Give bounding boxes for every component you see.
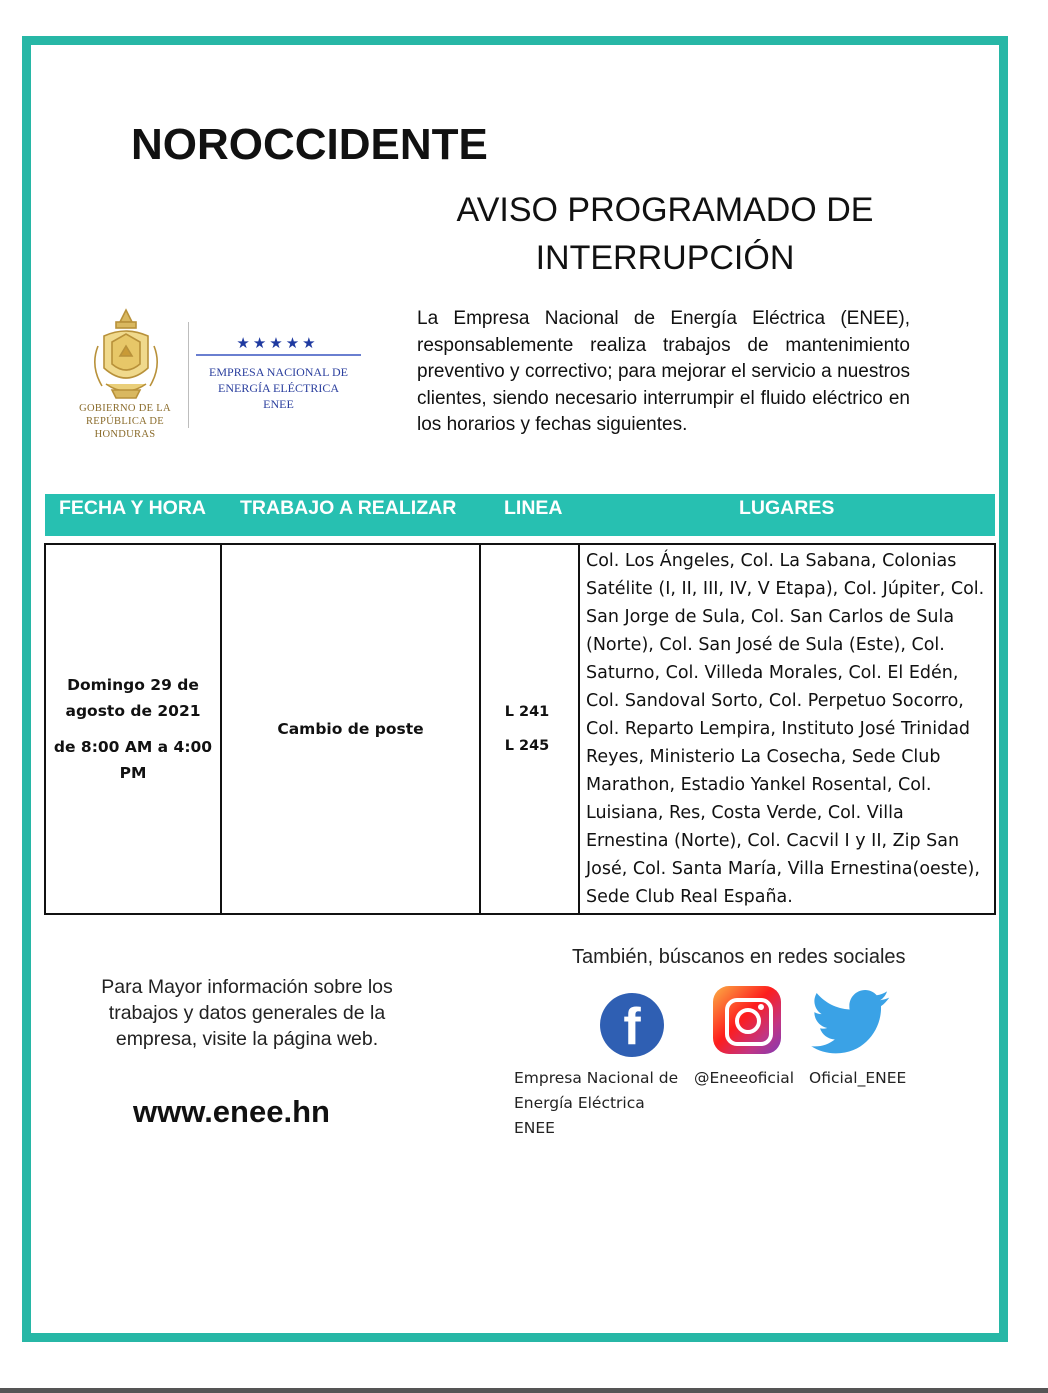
logo-divider: [188, 322, 189, 428]
gov-logo-text: [58, 402, 192, 441]
line-241: L 241: [504, 704, 550, 720]
interruption-table: [44, 543, 996, 915]
twitter-label[interactable]: Oficial_ENEE: [809, 1069, 907, 1087]
gov-logo-line1: GOBIERNO DE LA: [79, 403, 171, 414]
gov-logo-line2: REPÚBLICA DE HONDURAS: [86, 416, 164, 440]
cell-work: Cambio de poste: [221, 544, 480, 914]
social-title: También, búscanos en redes sociales: [572, 946, 906, 968]
region-title: NOROCCIDENTE: [131, 120, 488, 169]
notice-title-line1: AVISO PROGRAMADO DE: [456, 191, 874, 229]
website-link[interactable]: www.enee.hn: [133, 1094, 330, 1129]
cell-places: Col. Los Ángeles, Col. La Sabana, Colonias Satélite (I, II, III, IV, V Etapa), Col. Júpiter, Col. San Jorge de Sula, Col. San Carlos de Sula (Norte), Col. San José de Sula (Este), Col. Saturno, Col. Villeda Morales, Col. El Edén, Col. Sandoval Sorto, Col. Perpetuo Socorro, Col. Reparto Lempira, Instituto José Trinidad Reyes, Ministerio La Cosecha, Sede Club Marathon, Estadio Yankel Rosental, Col. Luisiana, Res, Costa Verde, Col. Villa Ernestina (Norte), Col. Cacvil I y II, Zip San José, Col. Santa María, Villa Ernestina(oeste), Sede Club Real España.: [579, 544, 995, 914]
facebook-label[interactable]: Empresa Nacional de Energía Eléctrica ENEE: [514, 1069, 679, 1137]
enee-logo-line1: EMPRESA NACIONAL DE: [209, 365, 348, 379]
header-trabajo: TRABAJO A REALIZAR: [240, 497, 457, 519]
notice-title: [420, 186, 910, 282]
header-lugares: LUGARES: [739, 497, 835, 519]
twitter-icon[interactable]: [810, 990, 892, 1056]
notice-title-line2: INTERRUPCIÓN: [535, 239, 795, 277]
intro-paragraph: La Empresa Nacional de Energía Eléctrica (ENEE), responsablemente realiza trabajos de mantenimiento preventivo y correctivo; para mejorar el servicio a nuestros clientes, siendo necesario interrumpir el fluido eléctrico en los horarios y fechas siguientes.: [417, 308, 910, 435]
enee-logo-line3: ENEE: [263, 397, 294, 411]
stars-icon: ★★★★★: [236, 335, 319, 352]
time-text: de 8:00 AM a 4:00 PM: [53, 738, 213, 782]
more-info-text: Para Mayor información sobre los trabajos y datos generales de la empresa, visite la página web.: [101, 976, 393, 1050]
enee-logo-rule: [196, 354, 361, 356]
table-row: [45, 544, 995, 914]
instagram-label[interactable]: @Eneeoficial: [694, 1069, 795, 1087]
header-linea: LINEA: [504, 497, 563, 519]
instagram-icon[interactable]: [713, 986, 781, 1054]
enee-logo-text: [196, 364, 361, 412]
bottom-strip: [0, 1388, 1048, 1393]
facebook-icon[interactable]: f: [600, 993, 664, 1057]
header-fecha: FECHA Y HORA: [59, 497, 206, 519]
cell-line: [480, 544, 579, 914]
date-text: Domingo 29 de agosto de 2021: [65, 676, 201, 720]
enee-logo: [196, 334, 361, 412]
enee-logo-line2: ENERGÍA ELÉCTRICA: [218, 381, 339, 395]
line-245: L 245: [504, 738, 550, 754]
cell-date: [45, 544, 221, 914]
